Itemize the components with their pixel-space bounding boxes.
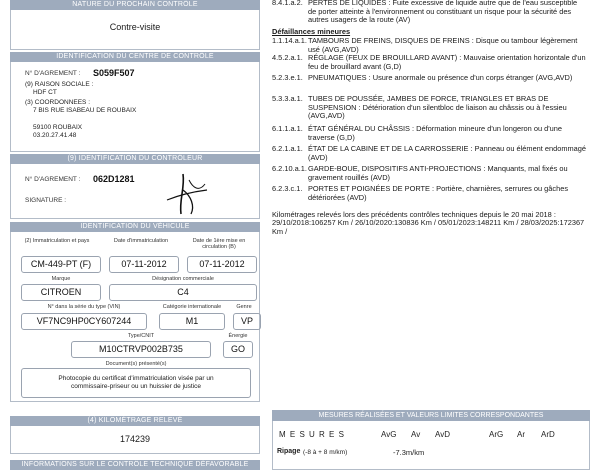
address-line2: 59100 ROUBAIX	[33, 124, 83, 131]
defect-code: 5.3.3.a.1.	[272, 94, 303, 103]
defect-item	[272, 185, 590, 202]
date-first-field: 07-11-2012	[187, 256, 257, 273]
address-line1: 7 BIS RUE ISABEAU DE ROUBAIX	[33, 107, 137, 114]
centre-header: IDENTIFICATION DU CENTRE DE CONTRÔLE	[10, 52, 260, 62]
vin-label: N° dans la série du type (VIN)	[47, 304, 121, 310]
col-ar: Ar	[517, 430, 525, 439]
top-defect-code: 8.4.1.a.2.	[272, 0, 303, 7]
defect-code: 4.5.2.a.1.	[272, 53, 303, 62]
defect-text: Portière, charnières, serrures ou gâches détériorées (AVD)	[308, 184, 569, 202]
vehicule-header: IDENTIFICATION DU VÉHICULE	[10, 222, 260, 232]
defect-text: Mauvaise orientation horizontale d'un feu de brouillard avant (G,D)	[308, 53, 586, 71]
defect-text: Usure anormale ou présence d'un corps étranger (AVG,AVD)	[372, 73, 573, 82]
next-control-header: NATURE DU PROCHAIN CONTRÔLE	[10, 0, 260, 10]
raison-label: (9) RAISON SOCIALE :	[25, 81, 94, 88]
designation-label: Désignation commerciale	[152, 276, 214, 282]
docs-box	[21, 368, 251, 398]
defect-text: Panneau ou élément endommagé (AVD)	[308, 144, 586, 162]
minor-header: Défaillances mineures	[272, 27, 351, 36]
vin-field: VF7NC9HP0CY607244	[21, 313, 147, 330]
date-first-label: Date de 1ère mise en circulation (B)	[192, 238, 246, 250]
col-avd: AvD	[435, 430, 450, 439]
coord-label: (3) COORDONNEES :	[25, 99, 91, 106]
marque-label: Marque	[51, 276, 71, 282]
defect-item	[272, 95, 590, 121]
centre-agrement-value: S059F507	[93, 68, 135, 78]
defect-item	[272, 165, 590, 182]
date-immat-field: 07-11-2012	[109, 256, 179, 273]
defect-title: ÉTAT GÉNÉRAL DU CHÂSSIS :	[308, 124, 415, 133]
centre-box	[10, 62, 260, 152]
ripage-value: -7.3m/km	[393, 448, 425, 457]
col-av: Av	[411, 430, 421, 439]
defect-item	[272, 125, 590, 142]
controleur-header: (9) IDENTIFICATION DU CONTRÔLEUR	[10, 154, 260, 164]
immat-field: CM-449-PT (F)	[21, 256, 101, 273]
signature-image	[161, 170, 211, 216]
defect-text: Déformation mineure d'un longeron ou d'une traverse (G,D)	[308, 124, 562, 142]
date-immat-label: Date d'immatriculation	[113, 238, 169, 244]
defect-code: 6.2.10.a.1.	[272, 164, 307, 173]
defect-code: 6.2.3.c.1.	[272, 184, 303, 193]
energie-label: Énergie	[228, 333, 248, 339]
raison-value: HDF CT	[33, 89, 57, 96]
top-defect-title: PERTES DE LIQUIDES :	[308, 0, 391, 7]
genre-field: VP	[233, 313, 261, 330]
defect-code: 6.1.1.a.1.	[272, 124, 303, 133]
km-box	[10, 426, 260, 454]
defect-item	[272, 145, 590, 162]
top-defect	[272, 0, 590, 25]
defect-code: 6.2.1.a.1.	[272, 144, 303, 153]
defect-item	[272, 37, 590, 54]
type-field: M10CTRVP002B735	[71, 341, 211, 358]
defect-title: GARDE-BOUE, DISPOSITIFS ANTI-PROJECTIONS :	[308, 164, 486, 173]
col-avg: AvG	[381, 430, 397, 439]
col-arg: ArG	[489, 430, 504, 439]
km-history: Kilométrages relevés lors des précédents contrôles techniques depuis le 20 mai 2018 : 29/10/2018:106257 Km / 26/10/2020:130836 Km / 05/01/2023:148211 Km / 28/03/2025:172367 Km /	[272, 210, 585, 236]
designation-field: C4	[109, 284, 257, 301]
docs-label: Document(s) présenté(s)	[105, 361, 167, 367]
ripage-range: (-8 à + 8 m/km)	[303, 449, 348, 456]
defect-code: 1.1.14.a.1.	[272, 36, 307, 45]
immat-label: (2) Immatriculation et pays	[24, 238, 90, 244]
col-ard: ArD	[541, 430, 555, 439]
ripage-label: Ripage	[277, 448, 301, 455]
cat-label: Catégorie internationale	[162, 304, 222, 310]
signature-label: SIGNATURE :	[25, 197, 67, 204]
defect-text: Manquants, mal fixés ou gravement rouillés (AVD)	[308, 164, 568, 182]
km-value: 174239	[119, 434, 151, 444]
defect-title: RÉGLAGE (FEUX DE BROUILLARD AVANT) :	[308, 53, 462, 62]
controleur-agrement-value: 062D1281	[93, 174, 135, 184]
defect-title: PNEUMATIQUES :	[308, 73, 371, 82]
controleur-agrement-label: N° D'AGREMENT :	[25, 176, 81, 183]
docs-line2: commissaire-priseur ou un huissier de justice	[70, 383, 202, 390]
defect-text: Détérioration d'un silentbloc de liaison au châssis ou à l'essieu (AVG,AVD)	[308, 102, 567, 121]
defect-title: ÉTAT DE LA CABINE ET DE LA CARROSSERIE :	[308, 144, 473, 153]
defect-title: PORTES ET POIGNÉES DE PORTE :	[308, 184, 435, 193]
km-header: (4) KILOMÉTRAGE RELEVÉ	[10, 416, 260, 426]
genre-label: Genre	[236, 304, 252, 310]
docs-line1: Photocopie du certificat d'immatriculation visée par un	[58, 375, 214, 382]
defect-item	[272, 54, 590, 71]
defect-title: TUBES DE POUSSÉE, JAMBES DE FORCE, TRIANGLES ET BRAS DE SUSPENSION :	[308, 94, 549, 112]
infos-header: INFORMATIONS SUR LE CONTRÔLE TECHNIQUE DÉFAVORABLE	[10, 460, 260, 470]
mesures-header: MESURES RÉALISÉES ET VALEURS LIMITES CORRESPONDANTES	[272, 410, 590, 421]
defect-title: TAMBOURS DE FREINS, DISQUES DE FREINS :	[308, 36, 474, 45]
vehicule-box	[10, 232, 260, 402]
mesures-label: M E S U R E S	[279, 430, 345, 439]
type-label: Type/CNIT	[127, 333, 155, 339]
marque-field: CITROEN	[21, 284, 101, 301]
top-defect-text: Fuite excessive de liquide autre que de l'eau susceptible de porter atteinte à l'environnement ou constituant un risque pour la sécurité des autres usagers de la route (AV)	[308, 0, 578, 25]
next-control-value: Contre-visite	[109, 22, 161, 32]
centre-agrement-label: N° D'AGREMENT :	[25, 70, 81, 77]
categorie-field: M1	[159, 313, 225, 330]
defect-code: 5.2.3.e.1.	[272, 73, 303, 82]
mesures-box	[272, 421, 590, 470]
centre-phone: 03.20.27.41.48	[33, 132, 77, 139]
controleur-box	[10, 164, 260, 219]
energie-field: GO	[223, 341, 253, 358]
defect-text: Disque ou tambour légèrement usé (AVG,AVD)	[308, 36, 578, 54]
defect-item	[272, 74, 590, 83]
next-control-box	[10, 10, 260, 50]
